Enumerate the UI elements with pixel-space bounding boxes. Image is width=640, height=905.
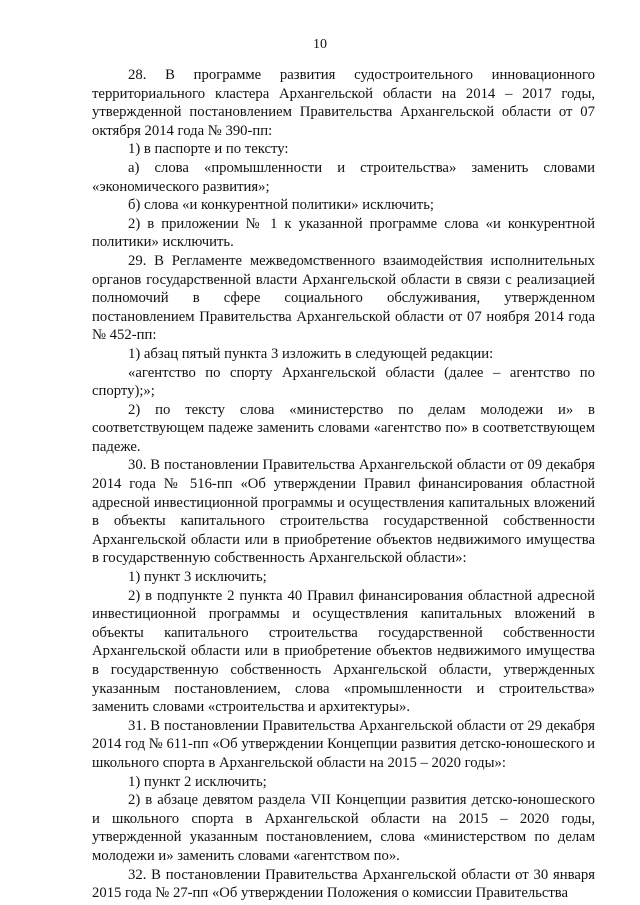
paragraph: 1) абзац пятый пункта 3 изложить в следующей редакции: <box>128 345 494 362</box>
paragraph: 32. В постановлении Правительства Архангельской области от 30 января 2015 года № 27-пп «Об утверждении Положения о комиссии Правительства <box>92 866 595 902</box>
document-body <box>92 66 595 903</box>
paragraph: 2) по тексту слова «министерство по делам молодежи и» в соответствующем падеже заменить словами «агентство по» в соответствующем падеже. <box>92 401 595 455</box>
paragraph: «агентство по спорту Архангельской области (далее – агентство по спорту);»; <box>92 364 595 400</box>
page-number: 10 <box>313 37 327 52</box>
paragraph: 28. В программе развития судостроительного инновационного территориального кластера Архангельской области на 2014 – 2017 годы, утвержденной постановлением Правительства Архангельской области от 07 октября 2014 года № 390-пп: <box>92 67 595 139</box>
paragraph: 2) в подпункте 2 пункта 40 Правил финансирования областной адресной инвестиционной программы и осуществления капитальных вложений в объекты капитального строительства государственной собственности Архангельской области или в приобретение объектов недвижимого имущества в государственную собственность Архангельской области, утвержденных указанным постановлением, слова «промышленности и строительства» заменить словами «строительства и архитектуры». <box>92 587 595 716</box>
paragraph: а) слова «промышленности и строительства» заменить словами «экономического развития»; <box>92 159 595 195</box>
paragraph: 29. В Регламенте межведомственного взаимодействия исполнительных органов государственной власти Архангельской области в связи с реализацией полномочий в сфере социального обслуживания, утвержденном постановлением Правительства Архангельской области от 07 ноября 2014 года № 452-пп: <box>92 252 595 344</box>
paragraph: б) слова «и конкурентной политики» исключить; <box>128 197 434 214</box>
paragraph: 1) пункт 2 исключить; <box>128 773 267 790</box>
paragraph: 2) в абзаце девятом раздела VII Концепции развития детско-юношеского и школьного спорта в Архангельской области на 2015 – 2020 годы, утвержденной указанным постановлением, слова «министерством по делам молодежи и» заменить словами «агентством по». <box>92 792 595 864</box>
paragraph: 30. В постановлении Правительства Архангельской области от 09 декабря 2014 года № 516-пп «Об утверждении Правил финансирования областной адресной инвестиционной программы и осуществления капитальных вложений в объекты капитального строительства государственной собственности Архангельской области или в приобретение объектов недвижимого имущества в государственную собственность Архангельской области»: <box>92 457 595 567</box>
paragraph: 31. В постановлении Правительства Архангельской области от 29 декабря 2014 год № 611-пп «Об утверждении Концепции развития детско-юношеского и школьного спорта в Архангельской области на 2015 – 2020 годы»: <box>92 717 596 771</box>
paragraph: 1) в паспорте и по тексту: <box>128 141 289 158</box>
paragraph: 1) пункт 3 исключить; <box>128 569 267 586</box>
paragraph: 2) в приложении № 1 к указанной программе слова «и конкурентной политики» исключить. <box>92 215 595 251</box>
